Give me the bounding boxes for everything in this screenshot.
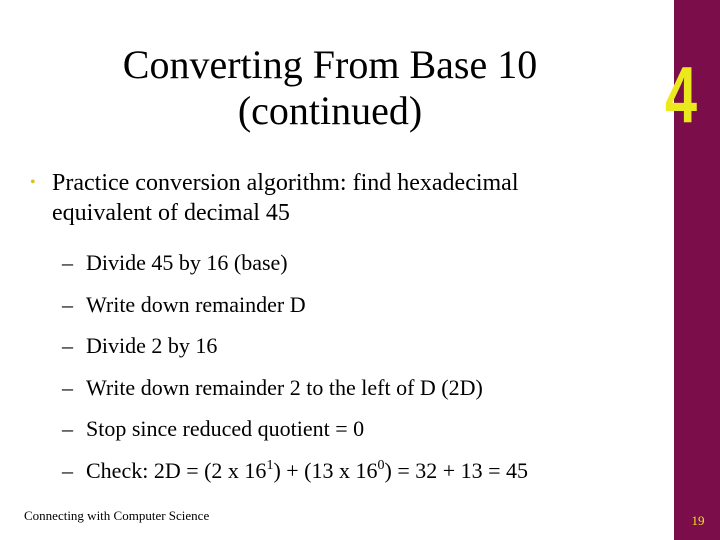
sub-item-text: Stop since reduced quotient = 0 — [86, 416, 365, 441]
dash-marker: – — [62, 250, 73, 275]
sub-item-text: Divide 45 by 16 (base) — [86, 250, 288, 275]
slide-title — [60, 42, 600, 134]
chapter-number: 4 — [664, 50, 698, 139]
dash-marker: – — [62, 291, 73, 317]
sub-item-divide-2 — [62, 331, 662, 373]
check-text-a: Check: 2D = (2 x 16 — [86, 457, 267, 483]
dash-marker: – — [62, 374, 73, 400]
dash-marker: – — [62, 457, 73, 483]
exponent-1: 1 — [266, 457, 274, 473]
bullet-text-line-2: equivalent of decimal 45 — [52, 200, 290, 226]
title-line-2: (continued) — [237, 88, 423, 133]
footer-text: Connecting with Computer Science — [24, 508, 210, 523]
main-bullet — [30, 168, 650, 228]
sub-item-remainder-d — [62, 290, 662, 332]
sub-item-divide-45 — [62, 248, 662, 290]
check-text-c: ) = 32 + 13 = 45 — [384, 457, 529, 483]
sub-bullet-list — [62, 248, 662, 497]
title-line-1: Converting From Base 10 — [122, 42, 538, 87]
page-number: 19 — [691, 513, 705, 528]
bullet-text-line-1: Practice conversion algorithm: find hexadecimal — [52, 170, 519, 196]
check-text-b: ) + (13 x 16 — [273, 457, 378, 483]
dash-marker: – — [62, 333, 73, 358]
bullet-marker: • — [30, 174, 36, 191]
sub-item-text: Write down remainder 2 to the left of D (2D) — [86, 374, 483, 400]
dash-marker: – — [62, 416, 73, 441]
exponent-0: 0 — [377, 457, 385, 473]
sub-item-text: Write down remainder D — [86, 291, 306, 317]
sub-item-stop — [62, 414, 662, 456]
sub-item-check — [62, 456, 662, 498]
sub-item-remainder-2 — [62, 373, 662, 415]
sub-item-text: Divide 2 by 16 — [86, 333, 218, 358]
